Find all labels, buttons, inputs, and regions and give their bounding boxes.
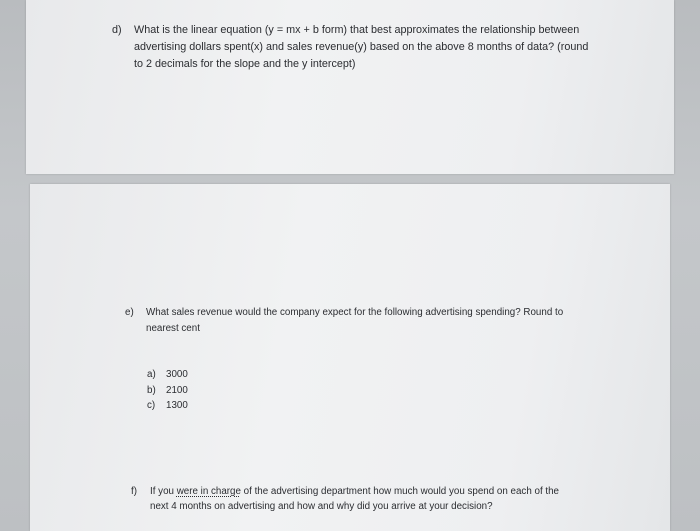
item-label: b) [147, 384, 156, 396]
question-d-line: What is the linear equation (y = mx + b form) that best approximates the relationship between [134, 24, 580, 36]
underlined-phrase: were in charge [176, 486, 241, 497]
item-label: c) [147, 400, 156, 411]
item-value: 1300 [166, 400, 188, 411]
list-item [147, 383, 188, 399]
item-value: 3000 [166, 369, 188, 380]
question-e-line: What sales revenue would the company expect for the following advertising spending? Round to [146, 307, 564, 318]
question-e-label: e) [125, 307, 134, 318]
question-f-text-end: of the advertising department how much would you spend on each of the [240, 486, 560, 497]
question-f-text [150, 484, 559, 514]
question-f-text-start: If you [150, 486, 177, 497]
question-d-text [134, 22, 588, 73]
question-f-line [150, 484, 559, 499]
list-item [147, 398, 188, 414]
question-e-items [147, 367, 188, 414]
worksheet-page-bottom [30, 184, 670, 531]
question-d-label: d) [112, 24, 122, 36]
question-d-line: to 2 decimals for the slope and the y intercept) [134, 58, 356, 70]
question-f-line: next 4 months on advertising and how and why did you arrive at your decision? [150, 501, 493, 512]
question-f-label: f) [131, 486, 137, 497]
item-value: 2100 [166, 384, 188, 396]
question-d-line: advertising dollars spent(x) and sales revenue(y) based on the above 8 months of data? (round [134, 41, 589, 53]
question-e-line: nearest cent [146, 323, 200, 334]
list-item [147, 367, 188, 383]
question-e-text [146, 305, 563, 337]
item-label: a) [147, 369, 156, 380]
